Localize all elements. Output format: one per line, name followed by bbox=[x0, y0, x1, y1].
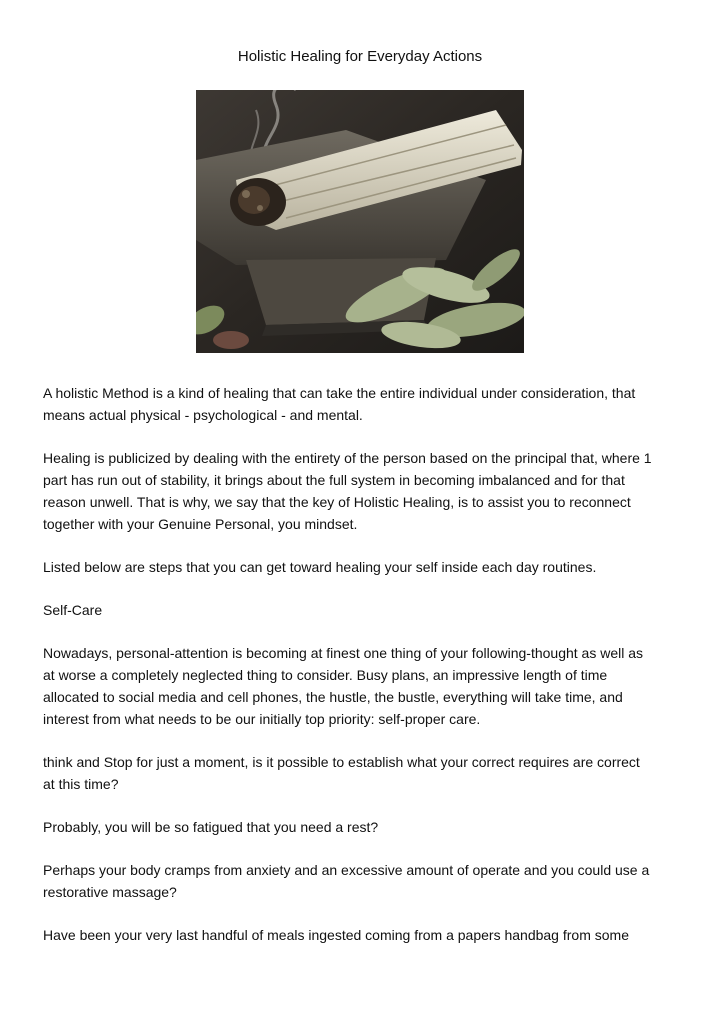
text-line: restorative massage? bbox=[43, 884, 177, 900]
text-line: together with your Genuine Personal, you mindset. bbox=[43, 516, 358, 532]
photo-illustration bbox=[196, 90, 524, 353]
text-line: Have been your very last handful of meals ingested coming from a papers handbag from some bbox=[43, 927, 629, 943]
text-line: interest from what needs to be our initially top priority: self-proper care. bbox=[43, 711, 481, 727]
text-line: A holistic Method is a kind of healing that can take the entire individual under consideration, that bbox=[43, 385, 636, 401]
text-line: Nowadays, personal-attention is becoming at finest one thing of your following-thought as well as bbox=[43, 645, 644, 661]
sage-smudge-photo bbox=[196, 90, 524, 353]
document-title: Holistic Healing for Everyday Actions bbox=[237, 48, 483, 65]
paragraph-steps bbox=[43, 556, 683, 578]
paragraph-fatigued bbox=[43, 816, 683, 838]
body-text bbox=[43, 382, 683, 967]
text-line: part has run out of stability, it brings about the full system in becoming imbalanced and for that bbox=[43, 472, 625, 488]
text-line: think and Stop for just a moment, is it possible to establish what your correct requires are correct bbox=[43, 754, 640, 770]
section-heading-self-care bbox=[43, 599, 683, 621]
paragraph-meals bbox=[43, 924, 683, 946]
paragraph-think bbox=[43, 751, 683, 795]
text-line: allocated to social media and cell phones, the hustle, the bustle, everything will take time, and bbox=[43, 689, 623, 705]
paragraph-intro bbox=[43, 382, 683, 426]
text-line: at this time? bbox=[43, 776, 119, 792]
text-line: reason unwell. That is why, we say that the key of Holistic Healing, is to assist you to reconnect bbox=[43, 494, 631, 510]
text-line: at worse a completely neglected thing to consider. Busy plans, an impressive length of time bbox=[43, 667, 608, 683]
text-line: Perhaps your body cramps from anxiety and an excessive amount of operate and you could use a bbox=[43, 862, 650, 878]
paragraph-nowadays bbox=[43, 642, 683, 730]
text-line: Listed below are steps that you can get toward healing your self inside each day routines. bbox=[43, 559, 597, 575]
paragraph-massage bbox=[43, 859, 683, 903]
paragraph-healing bbox=[43, 447, 683, 535]
text-line: Probably, you will be so fatigued that you need a rest? bbox=[43, 819, 379, 835]
text-line: Self-Care bbox=[43, 602, 103, 618]
text-line: Healing is publicized by dealing with the entirety of the person based on the principal that, where 1 bbox=[43, 450, 652, 466]
text-line: means actual physical - psychological - and mental. bbox=[43, 407, 363, 423]
